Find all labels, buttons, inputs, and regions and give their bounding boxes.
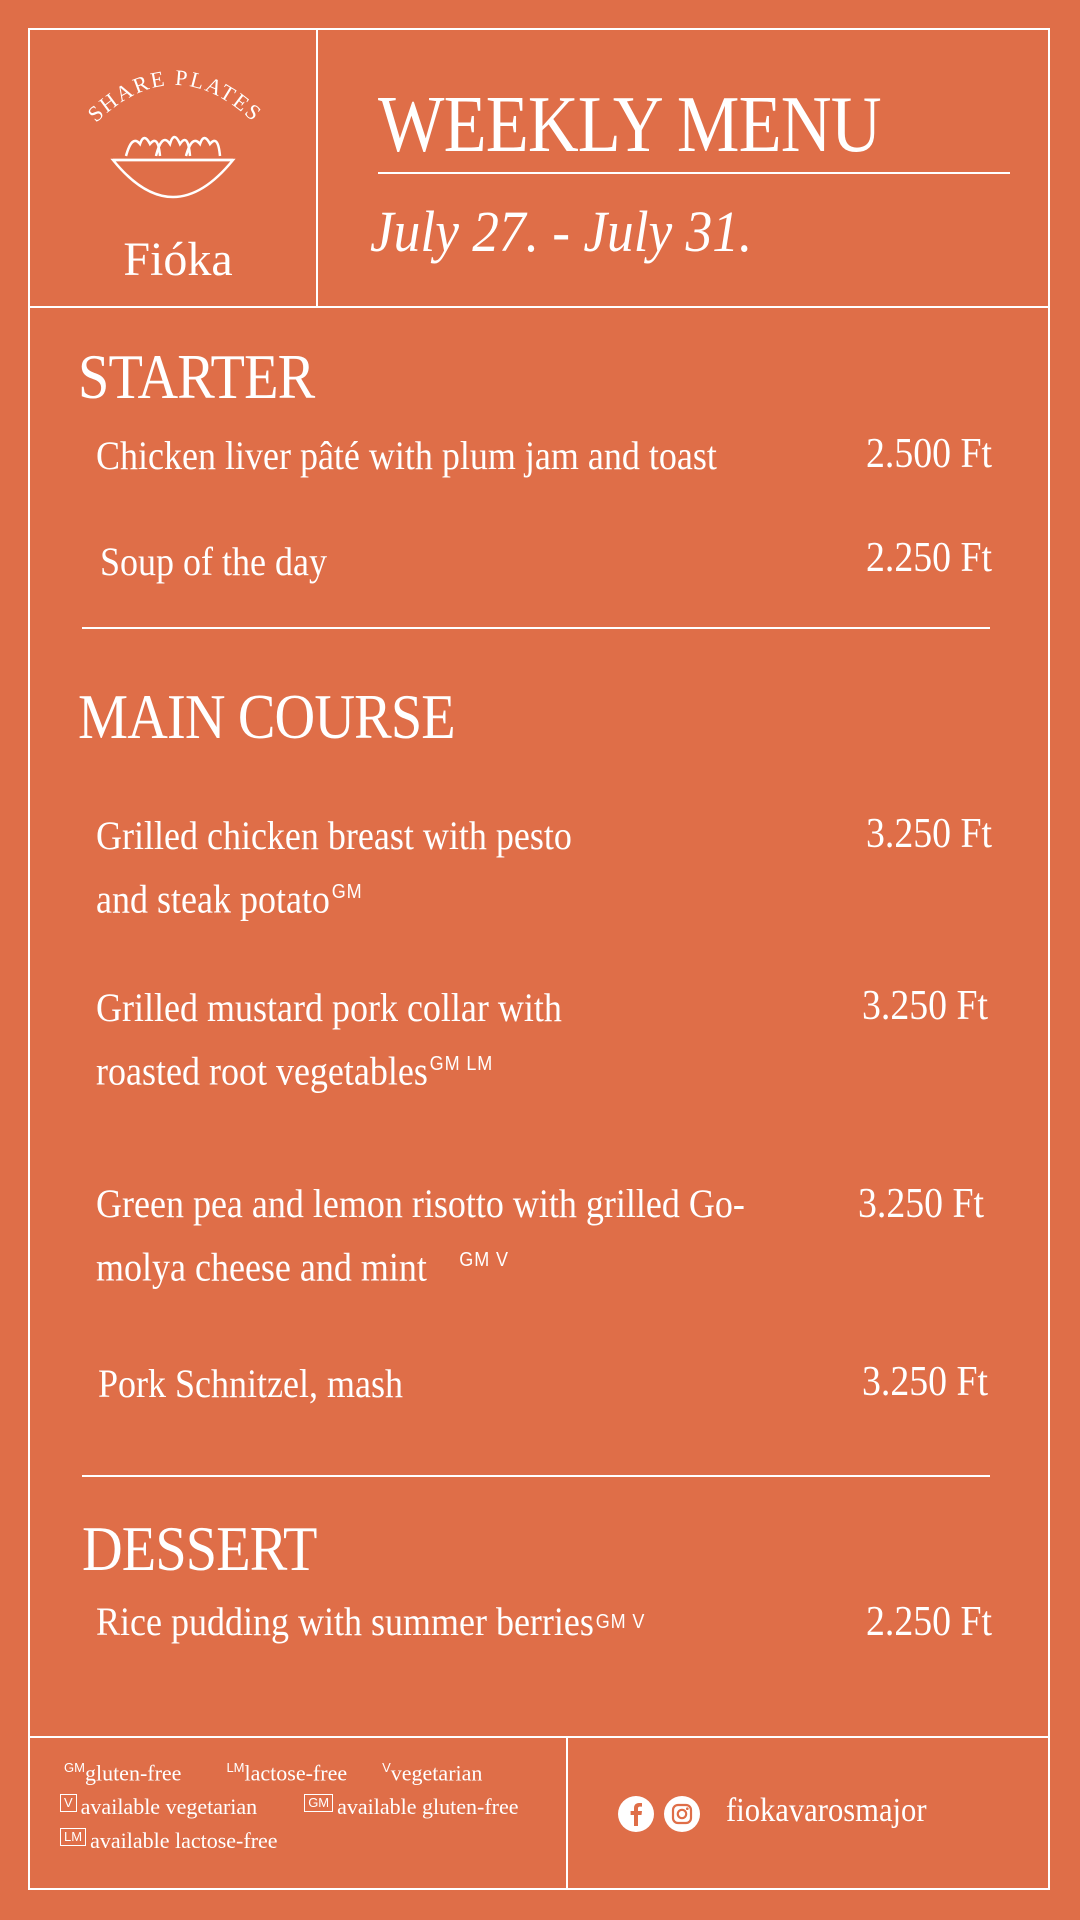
legend-text: available vegetarian [80,1794,258,1819]
menu-item-line: Green pea and lemon risotto with grilled Go- [96,1181,745,1226]
legend-key: LM [226,1760,245,1775]
section-divider [82,627,990,629]
svg-text:SHARE PLATES: SHARE PLATES [82,64,268,127]
menu-item-name [96,980,562,1099]
footer-top-rule [28,1736,1050,1738]
legend-text: lactose-free [244,1760,348,1786]
header-divider [316,28,318,308]
menu-item-line: Grilled mustard pork collar with [96,985,562,1030]
brand-name: Fióka [123,233,233,286]
legend-key: GM [64,1760,85,1775]
legend-box: LM [60,1828,86,1846]
menu-item-price: 2.500 Ft [865,431,992,477]
header-bottom-rule [28,306,1050,308]
menu-item-name: Soup of the day [100,539,327,584]
footer-divider [566,1736,568,1890]
menu-item-price: 2.250 Ft [865,535,992,581]
menu-item-name [96,808,572,927]
dietary-tags: GM LM [429,1053,494,1075]
instagram-icon[interactable] [664,1796,700,1832]
legend-box: GM [304,1794,333,1812]
menu-item-line: Rice pudding with summer berries [96,1599,594,1644]
legend-key: V [382,1760,391,1775]
legend-box: V [60,1794,77,1812]
section-title-main-course: MAIN COURSE [78,681,455,752]
menu-item-line: roasted root vegetables [96,1048,428,1094]
section-title-starter: STARTER [78,341,315,412]
legend-row-2 [60,1794,519,1820]
menu-item-line: and steak potato [96,876,330,922]
facebook-icon[interactable] [618,1796,654,1832]
dietary-tags: GM [331,881,363,903]
menu-item-price: 2.250 Ft [865,1599,992,1645]
section-title-dessert: DESSERT [82,1513,317,1584]
dietary-tags: GM V [595,1611,646,1633]
social-handle[interactable]: fiokavarosmajor [726,1792,927,1829]
page-title: WEEKLY MENU [378,81,881,169]
legend-text: available lactose-free [90,1828,278,1853]
menu-item-price: 3.250 Ft [865,811,992,857]
legend-text: vegetarian [390,1760,483,1786]
menu-item-price: 3.250 Ft [861,983,988,1029]
social-icons [618,1796,700,1832]
date-range: July 27. - July 31. [370,199,753,264]
title-underline [378,172,1010,174]
section-divider [82,1475,990,1477]
menu-item-name: Chicken liver pâté with plum jam and toast [96,433,717,478]
menu-item-line: Grilled chicken breast with pesto [96,813,572,858]
legend-text: gluten-free [84,1760,182,1786]
menu-item-name: Pork Schnitzel, mash [98,1361,403,1406]
menu-item-name [96,1176,745,1295]
legend-text: available gluten-free [337,1794,519,1819]
menu-item-price: 3.250 Ft [857,1181,984,1227]
legend-row-1 [64,1760,482,1786]
menu-item-price: 3.250 Ft [861,1359,988,1405]
menu-item-line: molya cheese and mint [96,1244,427,1290]
bowl-icon [108,124,238,224]
dietary-tags: GM V [459,1249,509,1271]
menu-item-name [96,1594,645,1650]
legend-row-3 [60,1828,278,1854]
